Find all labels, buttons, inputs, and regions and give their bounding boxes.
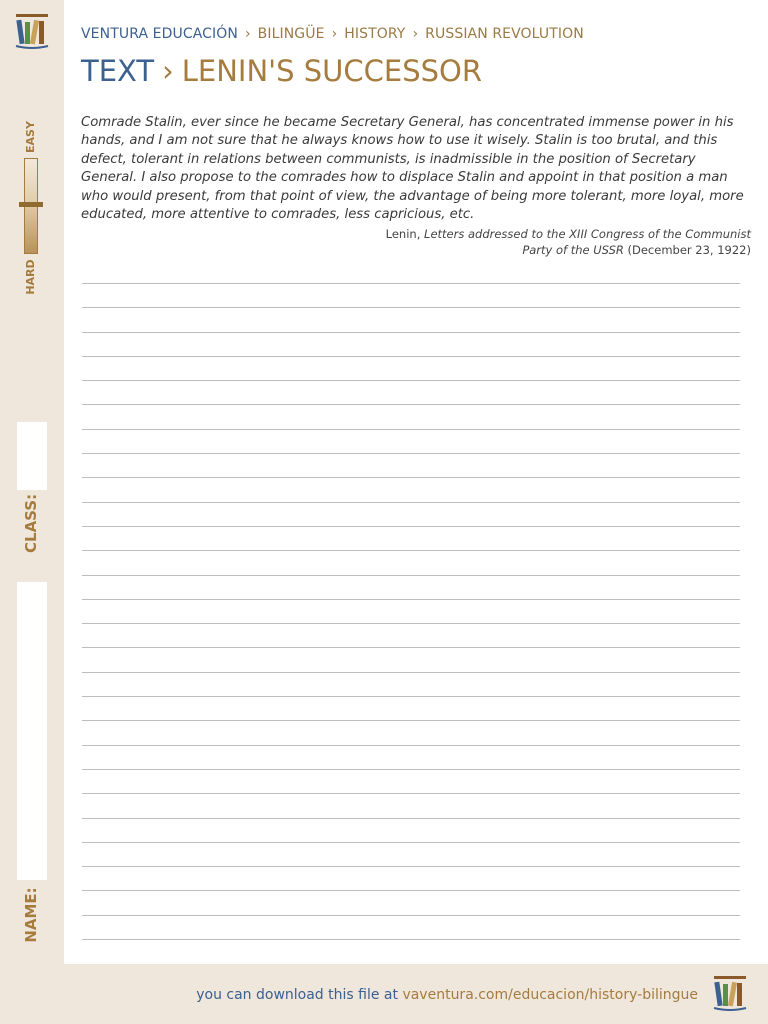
writing-line[interactable] [82,308,740,332]
page-title [81,54,482,88]
footer-prefix: you can download this file at [196,987,398,1003]
breadcrumb-separator: › [412,26,419,42]
title-separator: › [162,54,174,88]
writing-line[interactable] [82,746,740,770]
ventura-books-logo-icon [710,974,750,1014]
answer-writing-area[interactable] [82,283,740,940]
breadcrumb-item-bilingue[interactable]: BILINGÜE [257,26,325,42]
difficulty-hard-label: HARD [24,259,37,295]
footer-link[interactable]: vaventura.com/educacion/history-bilingue [402,987,698,1003]
writing-line[interactable] [82,430,740,454]
writing-line[interactable] [82,600,740,624]
breadcrumb-item-history[interactable]: HISTORY [344,26,406,42]
download-footer [196,987,698,1003]
breadcrumb-item-russian-revolution[interactable]: RUSSIAN REVOLUTION [425,26,584,42]
writing-line[interactable] [82,503,740,527]
writing-line[interactable] [82,624,740,648]
writing-line[interactable] [82,576,740,600]
writing-line[interactable] [82,405,740,429]
quote-attribution [371,226,751,258]
class-label: CLASS: [22,493,40,553]
difficulty-easy-label: EASY [24,121,37,153]
title-topic: LENIN'S SUCCESSOR [181,54,482,88]
ventura-books-logo-icon [12,12,52,52]
writing-line[interactable] [82,697,740,721]
writing-line[interactable] [82,721,740,745]
quote-author: Lenin, [385,227,421,241]
breadcrumb-separator: › [331,26,338,42]
writing-line[interactable] [82,284,740,308]
writing-line[interactable] [82,357,740,381]
breadcrumb [81,26,584,42]
writing-line[interactable] [82,770,740,794]
writing-line[interactable] [82,867,740,891]
writing-line[interactable] [82,454,740,478]
writing-line[interactable] [82,843,740,867]
writing-line[interactable] [82,381,740,405]
quote-date: (December 23, 1922) [627,243,751,257]
name-field[interactable] [17,582,47,880]
writing-line[interactable] [82,333,740,357]
breadcrumb-item-ventura[interactable]: VENTURA EDUCACIÓN [81,26,238,42]
writing-line[interactable] [82,478,740,502]
difficulty-marker [19,202,43,207]
quote-work: Letters addressed to the XIII Congress of the Communist Party of the USSR [424,227,751,257]
writing-line[interactable] [82,794,740,818]
source-quote: Comrade Stalin, ever since he became Secretary General, has concentrated immense power in his hands, and I am not sure that he always knows how to use it wisely. Stalin is too brutal, and this defect, tolerant in relations between communists, is inadmissible in the position of Secretary General. I also propose to the comrades how to displace Stalin and appoint in that position a man who would present, from that point of view, the advantage of being more tolerant, more loyal, more educated, more attentive to comrades, less capricious, etc. [81,115,744,223]
writing-line[interactable] [82,819,740,843]
title-section: TEXT [81,54,155,88]
writing-line[interactable] [82,673,740,697]
breadcrumb-separator: › [244,26,251,42]
writing-line[interactable] [82,551,740,575]
writing-line[interactable] [82,648,740,672]
name-label: NAME: [22,887,40,943]
writing-line[interactable] [82,527,740,551]
class-field[interactable] [17,422,47,490]
writing-line[interactable] [82,891,740,915]
writing-line[interactable] [82,916,740,940]
